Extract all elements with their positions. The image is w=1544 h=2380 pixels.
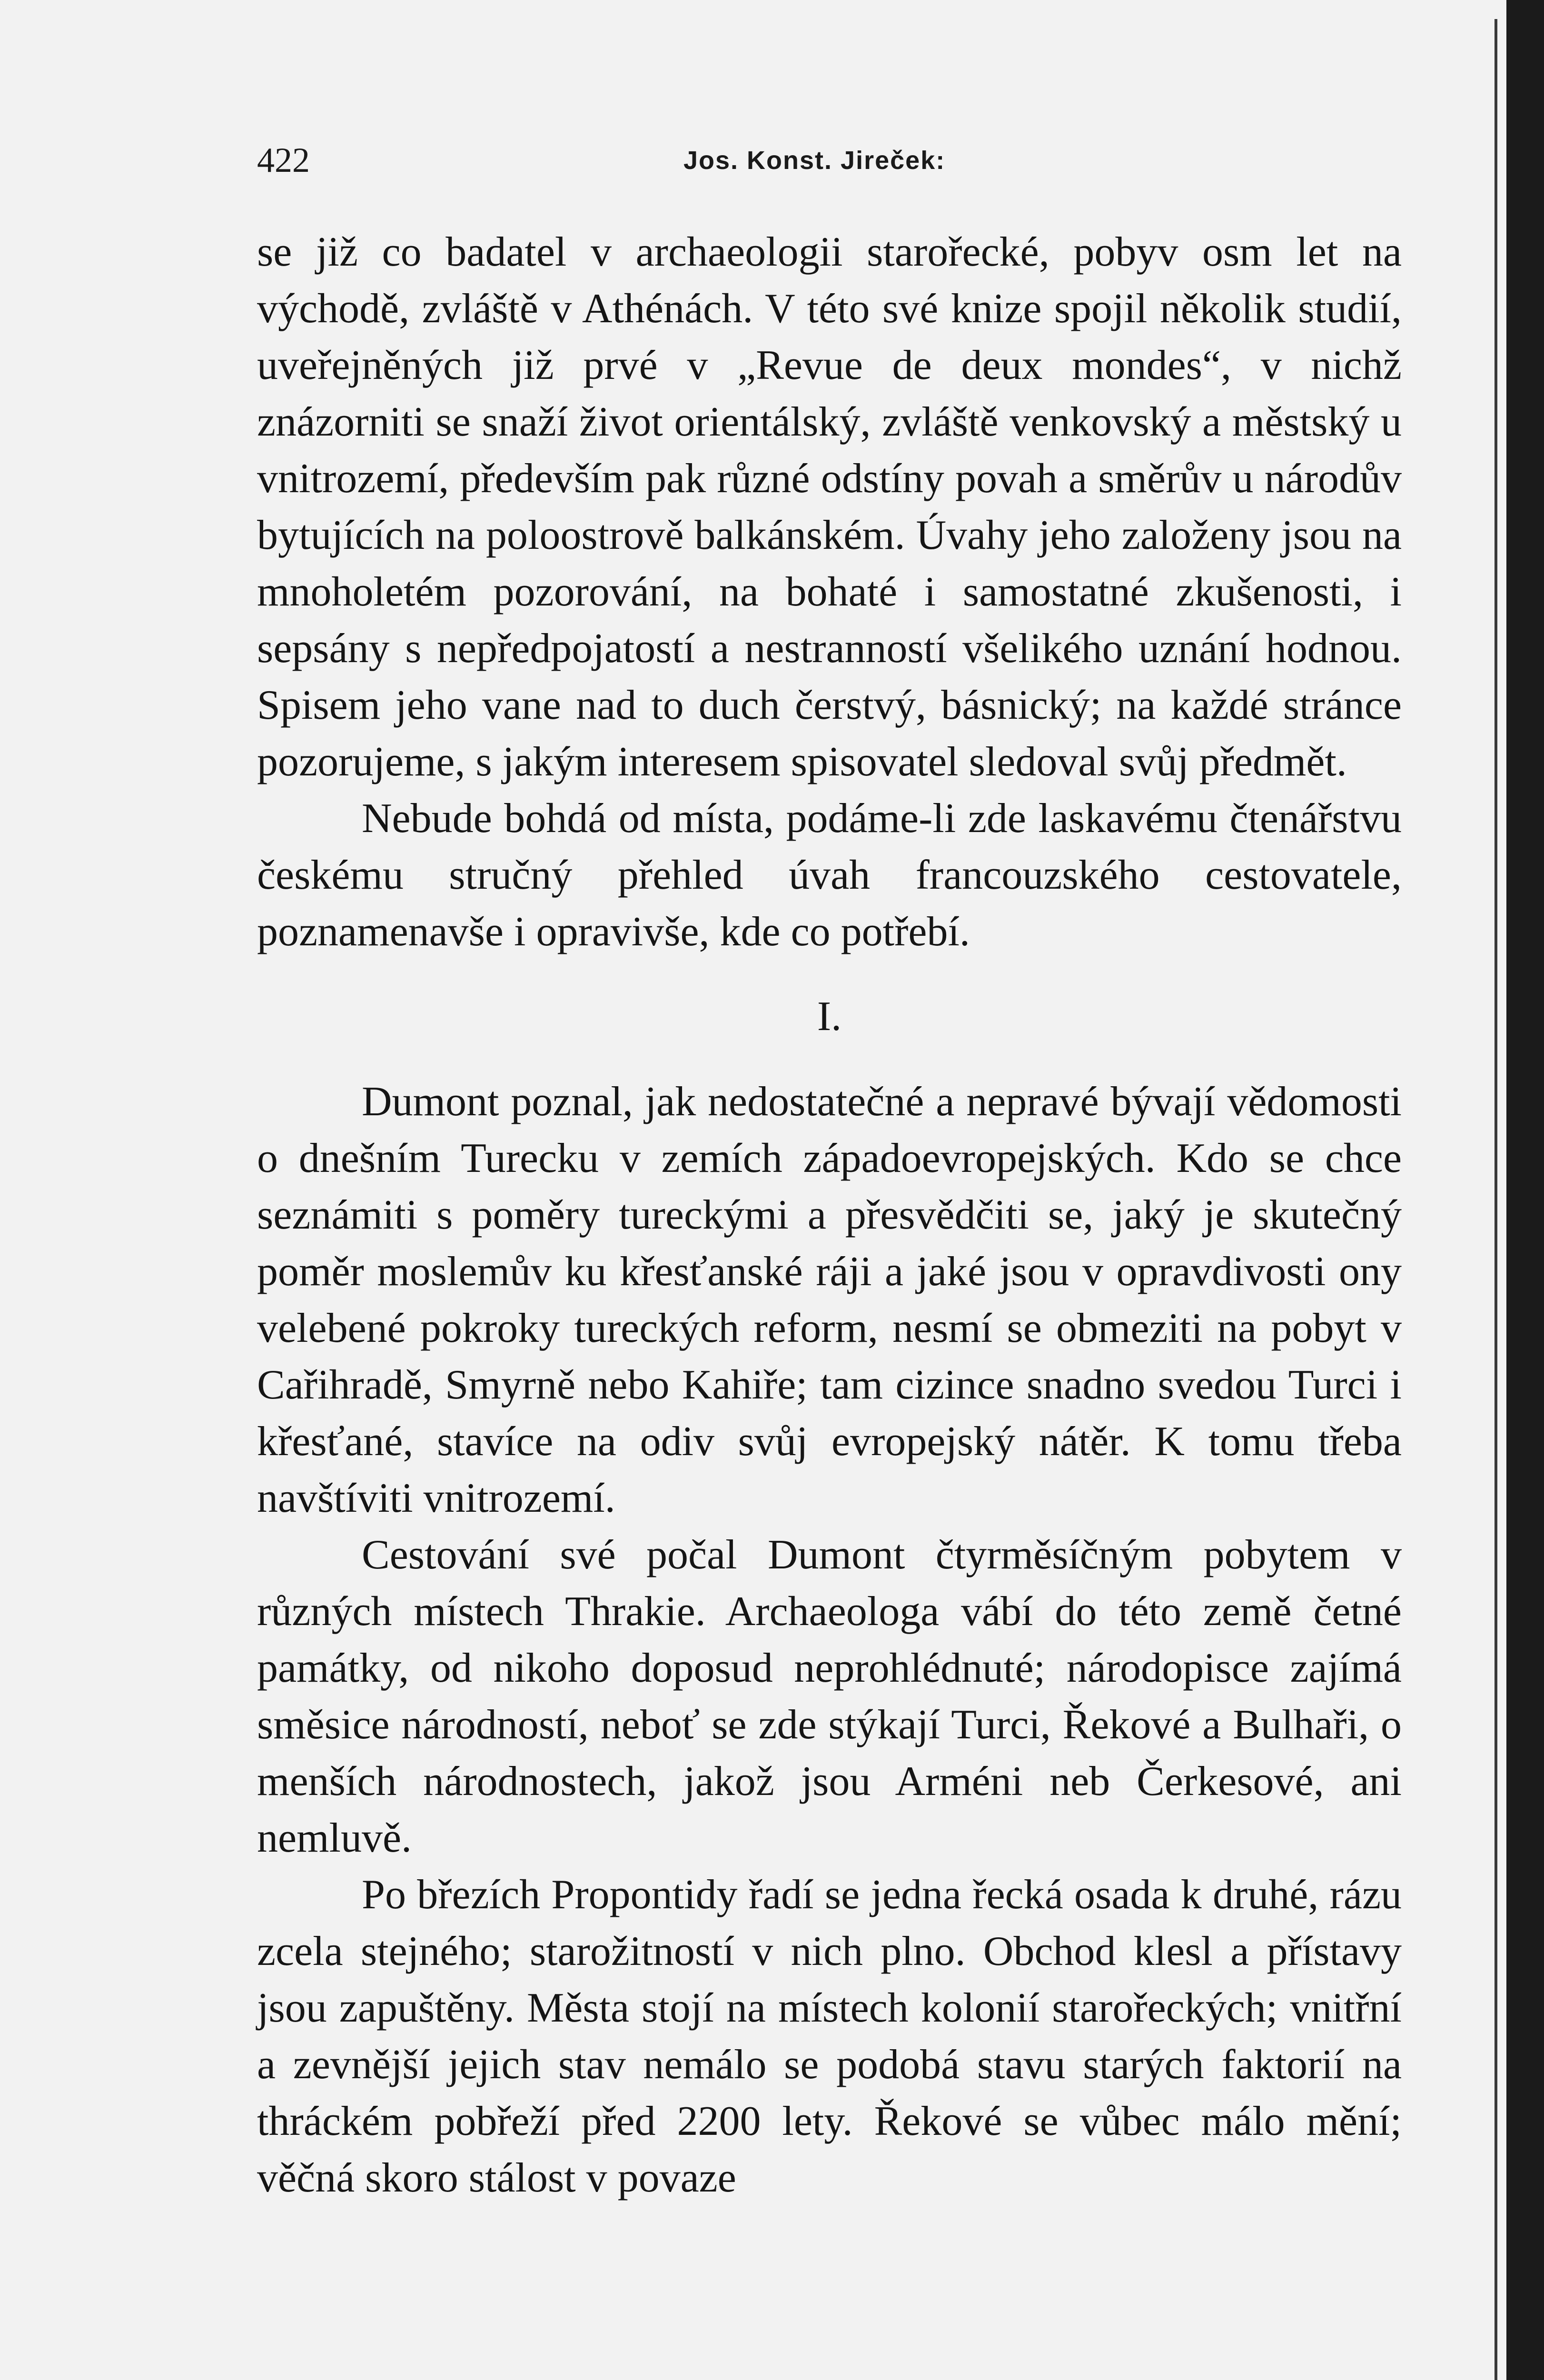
page-number: 422 (257, 141, 310, 180)
paragraph: Po březích Propontidy řadí se jedna řecká osada k druhé, rázu zcela stejného; starožitností v nich plno. Obchod klesl a přístavy jsou zapuštěny. Města stojí na místech kolonií starořeckých; vnitřní a zevnější jejich stav nemálo se podobá stavu starých faktorií na thráckém pobřeží před 2200 lety. Řekové se vůbec málo mění; věčná skoro stálost v povaze (257, 1872, 1402, 2201)
running-head: Jos. Konst. Jireček: (683, 146, 946, 175)
body-text (257, 224, 1402, 2206)
paragraph: Cestování své počal Dumont čtyrměsíčným pobytem v různých místech Thrakie. Archaeologa vábí do této země četné památky, od nikoho doposud neprohlédnuté; národopisce zajímá směsice národností, neboť se zde stýkají Turci, Řekové a Bulhaři, o menších národnostech, jakož jsou Arméni neb Čerkesové, ani nemluvě. (257, 1532, 1402, 1861)
scan-dark-edge (1506, 0, 1544, 2380)
paragraph: Dumont poznal, jak nedostatečné a nepravé bývají vědomosti o dnešním Turecku v zemích západoevropejských. Kdo se chce seznámiti s poměry tureckými a přesvědčiti se, jaký je skutečný poměr moslemův ku křesťanské ráji a jaké jsou v opravdivosti ony velebené pokroky tureckých reform, nesmí se obmeziti na pobyt v Cařihradě, Smyrně nebo Kahiře; tam cizince snadno svedou Turci i křesťané, stavíce na odiv svůj evropejský nátěr. K tomu třeba navštíviti vnitrozemí. (257, 1079, 1402, 1521)
paragraph: Nebude bohdá od místa, podáme-li zde laskavému čtenářstvu českému stručný přehled úvah francouzského cestovatele, poznamenavše i opravivše, kde co potřebí. (257, 795, 1402, 955)
page-header (257, 134, 971, 187)
paragraph: se již co badatel v archaeologii starořecké, pobyv osm let na východě, zvláště v Athénách. V této své knize spojil několik studií, uveřejněných již prvé v „Revue de deux mondes“, v nichž znázorniti se snaží život orientálský, zvláště venkovský a městský u vnitrozemí, především pak různé odstíny povah a směrův u národův bytujících na poloostrově balkánském. Úvahy jeho založeny jsou na mnoholetém pozorování, na bohaté i samostatné zkušenosti, i sepsány s nepředpojatostí a nestranností všelikého uznání hodnou. Spisem jeho vane nad to duch čerstvý, básnický; na každé stránce pozorujeme, s jakým interesem spisovatel sledoval svůj předmět. (257, 229, 1402, 785)
section-heading: I. (817, 993, 842, 1040)
page-edge-line (1495, 19, 1497, 2380)
